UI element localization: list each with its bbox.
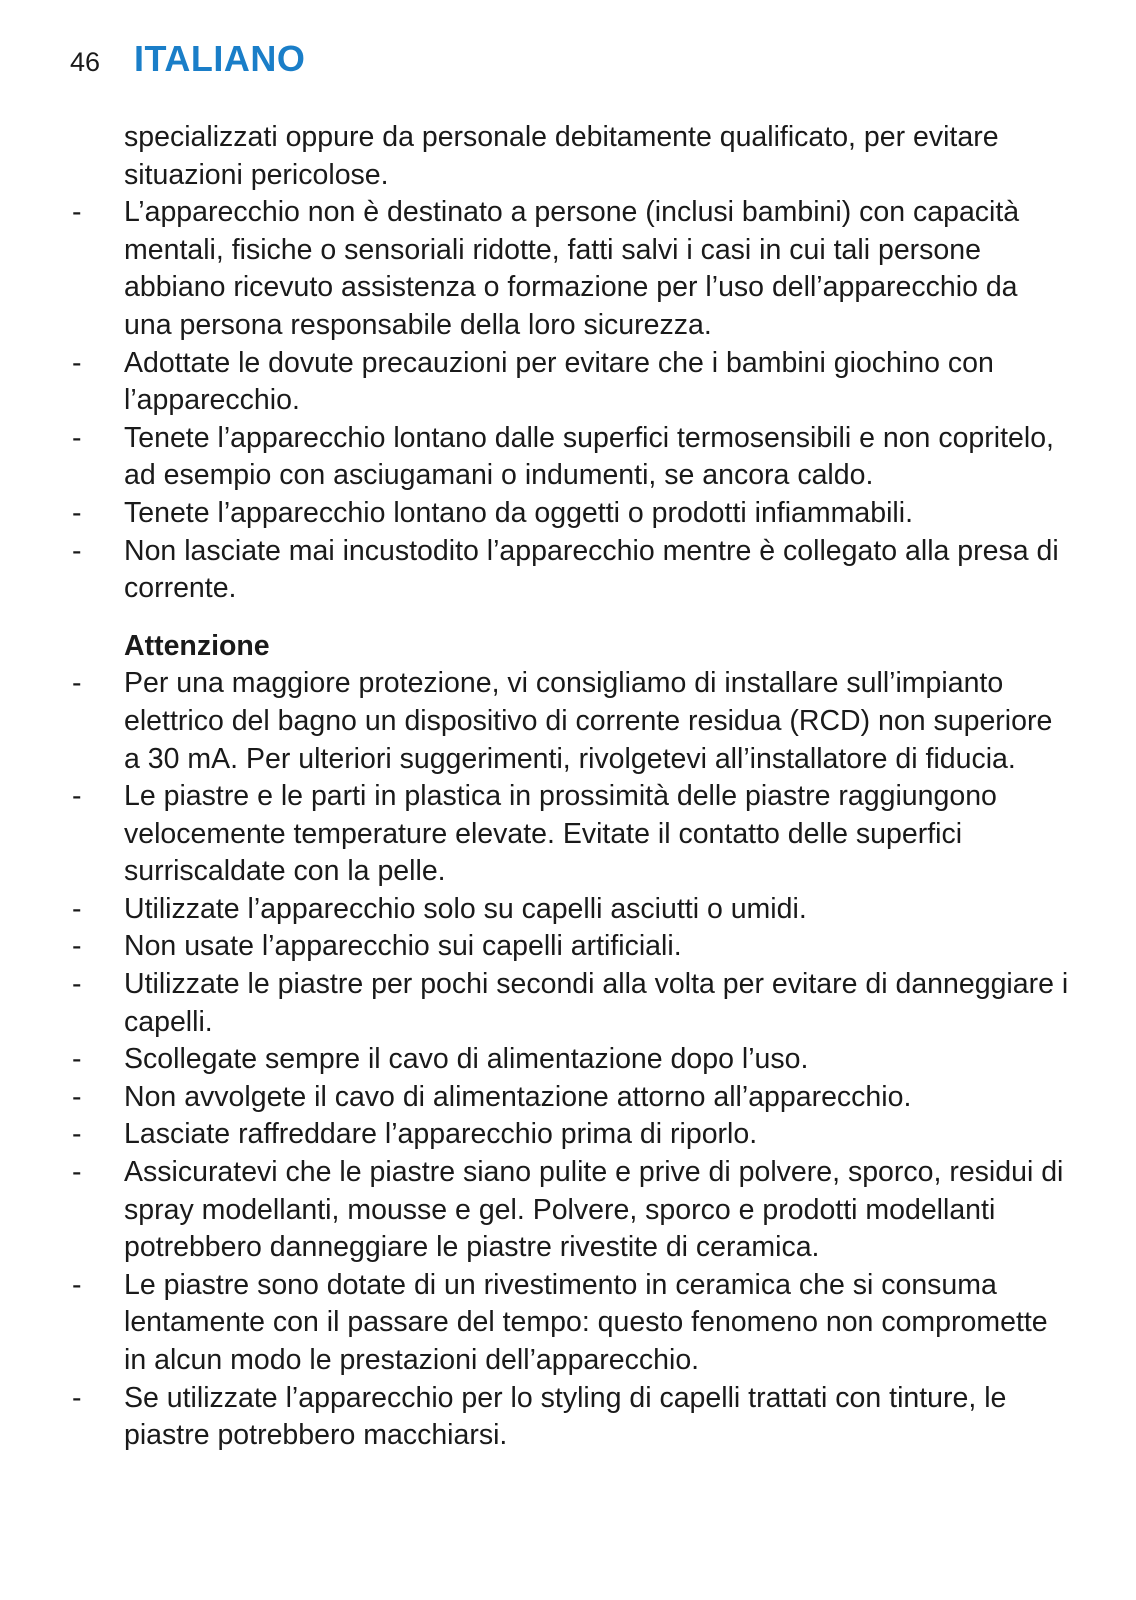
- list-item-text: Non lasciate mai incustodito l’apparecchio mentre è collegato alla presa di corrente.: [124, 534, 1059, 605]
- list-item-text: Per una maggiore protezione, vi consigliamo di installare sull’impianto elettrico del bagno un dispositivo di corrente residua (RCD) non superiore a 30 mA. Per ulteriori suggerimenti, rivolgetevi all’installatore di fiducia.: [124, 667, 1053, 775]
- list-item-text: Non avvolgete il cavo di alimentazione attorno all’apparecchio.: [124, 1080, 912, 1113]
- list-item: [70, 1116, 1070, 1154]
- list-item-text: Non usate l’apparecchio sui capelli artificiali.: [124, 930, 682, 963]
- list-item-text: Tenete l’apparecchio lontano dalle superfici termosensibili e non copritelo, ad esempio con asciugamani o indumenti, se ancora caldo.: [124, 421, 1054, 492]
- list-item-text: Scollegate sempre il cavo di alimentazione dopo l’uso.: [124, 1043, 809, 1076]
- section-title: ITALIANO: [134, 38, 306, 79]
- bullet-marker: -: [72, 1381, 82, 1414]
- list-item: [70, 194, 1070, 344]
- bullet-marker: -: [72, 1043, 82, 1076]
- list-item-text: Lasciate raffreddare l’apparecchio prima di riporlo.: [124, 1118, 758, 1151]
- page-number: 46: [70, 47, 101, 77]
- list-item: [70, 533, 1070, 608]
- bullet-marker: -: [72, 968, 82, 1001]
- list-item-text: Tenete l’apparecchio lontano da oggetti o prodotti infiammabili.: [124, 496, 913, 529]
- list-item-text: Assicuratevi che le piastre siano pulite e prive di polvere, sporco, residui di spray modellanti, mousse e gel. Polvere, sporco e prodotti modellanti potrebbero danneggiare le piastre rivestite di ceramica.: [124, 1156, 1064, 1264]
- list-item: [70, 928, 1070, 966]
- bullet-marker: -: [72, 780, 82, 813]
- safety-list: [70, 194, 1070, 608]
- bullet-marker: -: [72, 1156, 82, 1189]
- section-subheading: Attenzione: [124, 629, 270, 662]
- list-item-text: Adottate le dovute precauzioni per evitare che i bambini giochino con l’apparecchio.: [124, 346, 994, 417]
- list-item: [70, 495, 1070, 533]
- list-item: [70, 1154, 1070, 1267]
- list-item-text: Utilizzate l’apparecchio solo su capelli asciutti o umidi.: [124, 892, 807, 925]
- list-item-text: L’apparecchio non è destinato a persone (inclusi bambini) con capacità mentali, fisiche o sensoriali ridotte, fatti salvi i casi in cui tali persone abbiano ricevuto assistenza o formazione per l’uso dell’apparecchio da una persona responsabile della loro sicurezza.: [124, 196, 1020, 341]
- bullet-marker: -: [72, 196, 82, 229]
- list-item: [70, 665, 1070, 778]
- list-item: [70, 345, 1070, 420]
- bullet-marker: -: [72, 1268, 82, 1301]
- page-content: [70, 119, 1070, 1455]
- bullet-marker: -: [72, 892, 82, 925]
- list-item: [70, 1079, 1070, 1117]
- list-item: [70, 891, 1070, 929]
- bullet-marker: -: [72, 1080, 82, 1113]
- list-item-text: Le piastre sono dotate di un rivestimento in ceramica che si consuma lentamente con il passare del tempo: questo fenomeno non compromette in alcun modo le prestazioni dell’apparecchio.: [124, 1268, 1048, 1376]
- bullet-marker: -: [72, 496, 82, 529]
- bullet-marker: -: [72, 346, 82, 379]
- list-item: [70, 1380, 1070, 1455]
- bullet-marker: -: [72, 930, 82, 963]
- bullet-marker: -: [72, 667, 82, 700]
- bullet-marker: -: [72, 534, 82, 567]
- caution-list: [70, 665, 1070, 1454]
- list-item: [70, 778, 1070, 891]
- bullet-marker: -: [72, 1118, 82, 1151]
- list-item-text: Le piastre e le parti in plastica in prossimità delle piastre raggiungono velocemente temperature elevate. Evitate il contatto delle superfici surriscaldate con la pelle.: [124, 780, 997, 888]
- intro-continuation: specializzati oppure da personale debitamente qualificato, per evitare situazioni pericolose.: [124, 121, 999, 191]
- list-item: [70, 1267, 1070, 1380]
- bullet-marker: -: [72, 421, 82, 454]
- page-header: [70, 38, 305, 88]
- list-item: [70, 966, 1070, 1041]
- list-item-text: Utilizzate le piastre per pochi secondi alla volta per evitare di danneggiare i capelli.: [124, 968, 1069, 1038]
- list-item-text: Se utilizzate l’apparecchio per lo styling di capelli trattati con tinture, le piastre potrebbero macchiarsi.: [124, 1381, 1007, 1452]
- list-item: [70, 420, 1070, 495]
- list-item: [70, 1041, 1070, 1079]
